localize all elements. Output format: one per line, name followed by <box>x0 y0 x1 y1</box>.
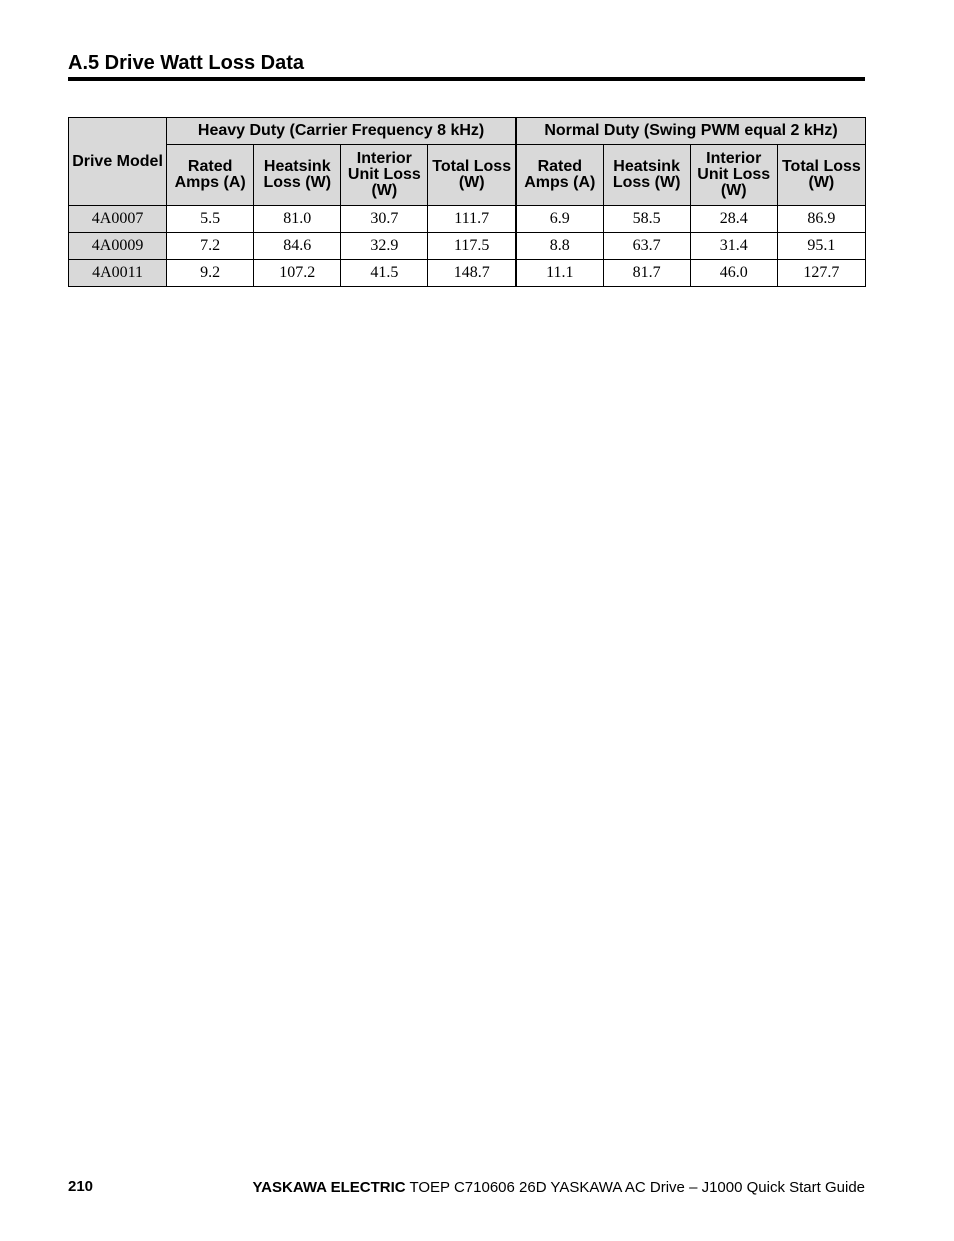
title-rule <box>68 77 865 81</box>
model-cell: 4A0011 <box>69 260 167 287</box>
table-cell: 11.1 <box>516 260 603 287</box>
hd-interior-unit-loss-header: Interior Unit Loss (W) <box>341 145 428 206</box>
table-cell: 32.9 <box>341 233 428 260</box>
table-cell: 127.7 <box>777 260 865 287</box>
hd-rated-amps-header: Rated Amps (A) <box>167 145 254 206</box>
section-title: A.5 Drive Watt Loss Data <box>68 52 304 74</box>
table-cell: 9.2 <box>167 260 254 287</box>
table-cell: 46.0 <box>690 260 777 287</box>
table-cell: 41.5 <box>341 260 428 287</box>
table-row <box>69 206 866 233</box>
hd-total-loss-header: Total Loss (W) <box>428 145 516 206</box>
table-row <box>69 260 866 287</box>
table-cell: 58.5 <box>603 206 690 233</box>
table-row <box>69 233 866 260</box>
table-cell: 63.7 <box>603 233 690 260</box>
table-cell: 28.4 <box>690 206 777 233</box>
table-cell: 86.9 <box>777 206 865 233</box>
table-cell: 95.1 <box>777 233 865 260</box>
heavy-duty-header: Heavy Duty (Carrier Frequency 8 kHz) <box>167 118 516 145</box>
footer-doc-text: TOEP C710606 26D YASKAWA AC Drive – J1000 Quick Start Guide <box>405 1179 865 1196</box>
nd-total-loss-header: Total Loss (W) <box>777 145 865 206</box>
hd-heatsink-loss-header: Heatsink Loss (W) <box>254 145 341 206</box>
drive-model-header: Drive Model <box>69 118 167 206</box>
nd-interior-unit-loss-header: Interior Unit Loss (W) <box>690 145 777 206</box>
table-cell: 30.7 <box>341 206 428 233</box>
model-cell: 4A0009 <box>69 233 167 260</box>
table-cell: 81.7 <box>603 260 690 287</box>
table-cell: 148.7 <box>428 260 516 287</box>
table-cell: 111.7 <box>428 206 516 233</box>
model-cell: 4A0007 <box>69 206 167 233</box>
normal-duty-header: Normal Duty (Swing PWM equal 2 kHz) <box>516 118 866 145</box>
table-cell: 117.5 <box>428 233 516 260</box>
nd-heatsink-loss-header: Heatsink Loss (W) <box>603 145 690 206</box>
nd-rated-amps-header: Rated Amps (A) <box>516 145 603 206</box>
table-cell: 31.4 <box>690 233 777 260</box>
watt-loss-table <box>68 117 866 287</box>
table-cell: 81.0 <box>254 206 341 233</box>
table-cell: 7.2 <box>167 233 254 260</box>
table-cell: 5.5 <box>167 206 254 233</box>
table-cell: 107.2 <box>254 260 341 287</box>
table-cell: 6.9 <box>516 206 603 233</box>
table-cell: 84.6 <box>254 233 341 260</box>
footer-brand: YASKAWA ELECTRIC <box>252 1179 406 1196</box>
page-number: 210 <box>68 1178 94 1195</box>
table-cell: 8.8 <box>516 233 603 260</box>
footer-text <box>253 1179 865 1196</box>
